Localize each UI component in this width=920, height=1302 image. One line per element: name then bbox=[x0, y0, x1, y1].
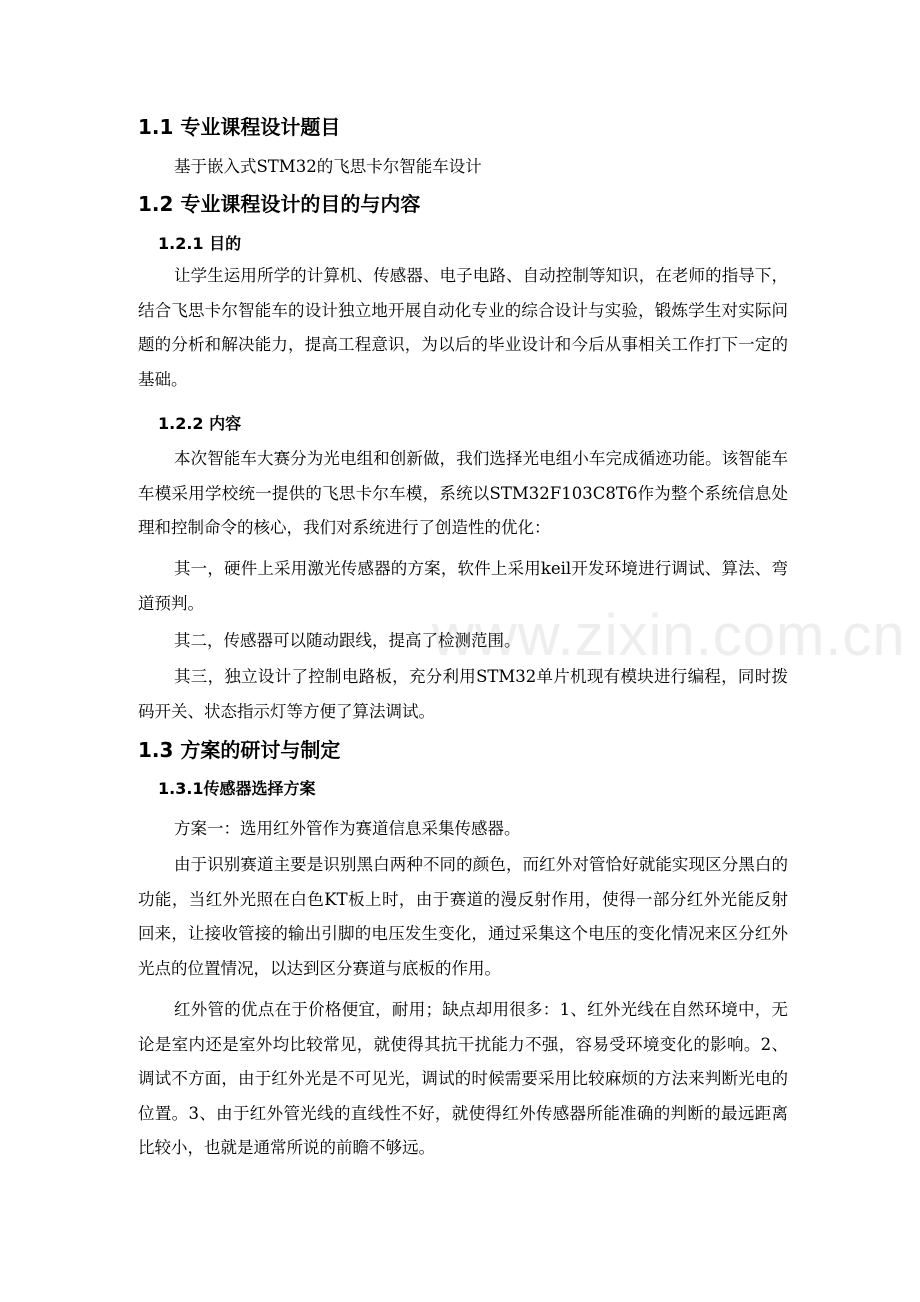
heading-1-2-2: 1.2.2 内容 bbox=[158, 414, 242, 433]
paragraph-scheme-3: 红外管的优点在于价格便宜，耐用；缺点却用很多：1、红外光线在自然环境中，无论是室内还是室外均比较常见，就使得其抗干扰能力不强，容易受环境变化的影响。2、调试不方面，由于红外光是不可见光，调试的时候需要采用比较麻烦的方法来判断光电的位置。3、由于红外管光线的直线性不好，就使得红外传感器所能准确的判断的最远距离比较小，也就是通常所说的前瞻不够远。 bbox=[138, 1000, 788, 1158]
paragraph-topic: 基于嵌入式STM32的飞思卡尔智能车设计 bbox=[174, 157, 482, 176]
paragraph-content-2: 其一，硬件上采用激光传感器的方案，软件上采用keil开发环境进行调试、算法、弯道预判。 bbox=[138, 559, 788, 613]
paragraph-content-3: 其二，传感器可以随动跟线，提高了检测范围。 bbox=[174, 631, 521, 650]
paragraph-purpose: 让学生运用所学的计算机、传感器、电子电路、自动控制等知识，在老师的指导下，结合飞思卡尔智能车的设计独立地开展自动化专业的综合设计与实验，锻炼学生对实际问题的分析和解决能力，提高工程意识，为以后的毕业设计和今后从事相关工作打下一定的基础。 bbox=[138, 266, 788, 389]
watermark: www.zixin.com.cn bbox=[432, 603, 906, 668]
heading-1-1: 1.1 专业课程设计题目 bbox=[138, 115, 341, 139]
heading-1-3: 1.3 方案的研讨与制定 bbox=[138, 738, 341, 762]
paragraph-scheme-1: 方案一：选用红外管作为赛道信息采集传感器。 bbox=[174, 819, 521, 838]
paragraph-content-4: 其三，独立设计了控制电路板，充分利用STM32单片机现有模块进行编程，同时拨码开关、状态指示灯等方便了算法调试。 bbox=[138, 667, 788, 721]
paragraph-scheme-2: 由于识别赛道主要是识别黑白两种不同的颜色，而红外对管恰好就能实现区分黑白的功能，当红外光照在白色KT板上时，由于赛道的漫反射作用，使得一部分红外光能反射回来，让接收管接的输出引脚的电压发生变化，通过采集这个电压的变化情况来区分红外光点的位置情况，以达到区分赛道与底板的作用。 bbox=[138, 855, 788, 978]
heading-1-3-1: 1.3.1传感器选择方案 bbox=[158, 779, 316, 798]
heading-1-2-1: 1.2.1 目的 bbox=[158, 234, 242, 253]
paragraph-content-1: 本次智能车大赛分为光电组和创新做，我们选择光电组小车完成循迹功能。该智能车车模采用学校统一提供的飞思卡尔车模，系统以STM32F103C8T6作为整个系统信息处理和控制命令的核心，我们对系统进行了创造性的优化： bbox=[138, 449, 788, 538]
heading-1-2: 1.2 专业课程设计的目的与内容 bbox=[138, 192, 421, 216]
